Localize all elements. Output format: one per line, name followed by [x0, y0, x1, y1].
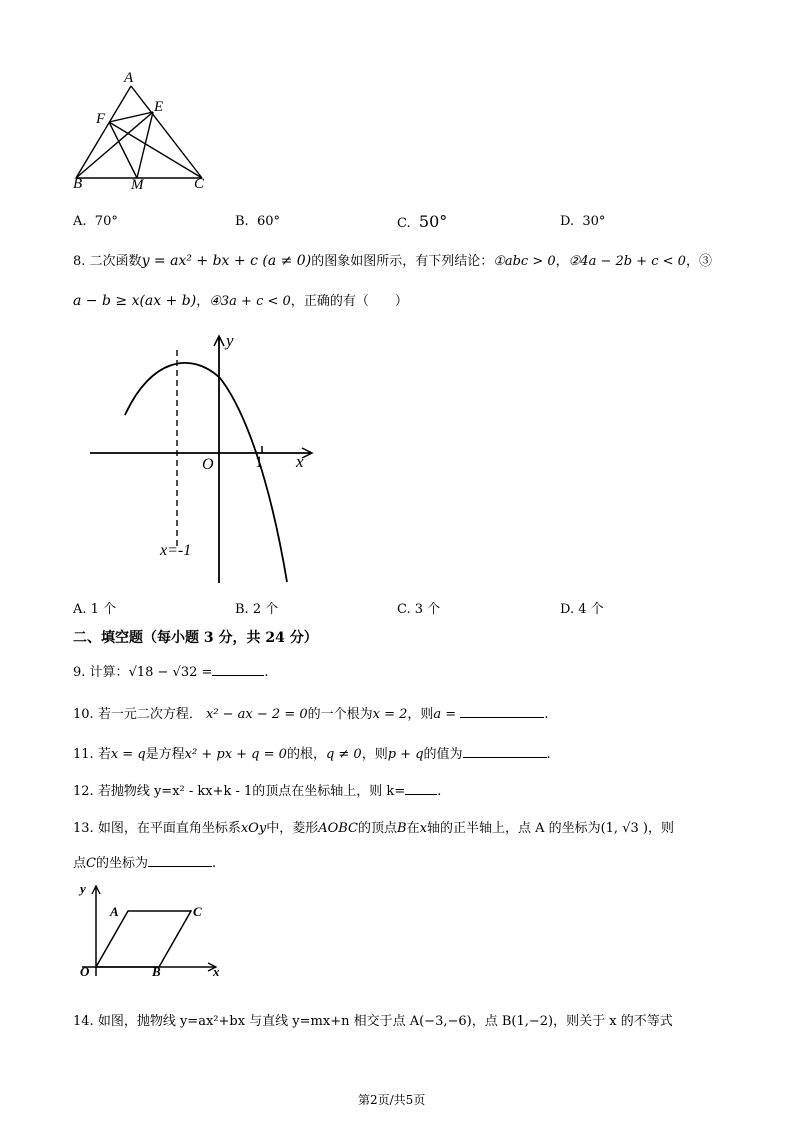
q8-line2: a − b ≥ x(ax + b)，④3a + c < 0，正确的有（ ） [73, 293, 408, 309]
q8-line1: 8. 二次函数y = ax² + bx + c (a ≠ 0)的图象如图所示，有下列结论：①abc > 0，②4a − 2b + c < 0，③ [73, 253, 712, 269]
q8-option-a[interactable]: A. 1 个 [73, 602, 117, 617]
graph-x-label: x [296, 452, 304, 471]
q12: 12. 若抛物线 y=x² - kx+k - 1的顶点在坐标轴上，则 k= . [73, 784, 442, 799]
triangle-figure [60, 68, 230, 198]
q8-option-c[interactable]: C. 3 个 [397, 602, 441, 617]
q11: 11. 若x = q是方程x² + px + q = 0的根，q ≠ 0，则p + q的值为 . [73, 747, 551, 762]
q9: 9. 计算：√18 − √32 = . [73, 665, 269, 680]
label-a: A [124, 70, 134, 86]
graph-y-label: y [226, 331, 234, 350]
graph-one-label: 1 [255, 454, 263, 471]
section-2-title: 二、填空题（每小题 3 分，共 24 分） [73, 630, 318, 646]
label-m: M [131, 177, 144, 193]
q14: 14. 如图，抛物线 y=ax²+bx 与直线 y=mx+n 相交于点 A(−3,−6)，点 B(1,−2)，则关于 x 的不等式 [73, 1014, 673, 1029]
q10-answer-blank[interactable] [460, 705, 544, 718]
rhombus-x-label: x [213, 964, 220, 979]
graph-origin-label: O [202, 456, 214, 473]
q11-answer-blank[interactable] [463, 745, 547, 758]
rhombus-a-label: A [110, 904, 119, 919]
q7-option-d[interactable]: D. 30° [560, 214, 606, 229]
q7-option-a[interactable]: A. 70° [73, 214, 118, 229]
rhombus-o-label: O [80, 964, 90, 979]
q10: 10. 若一元二次方程． x² − ax − 2 = 0的一个根为x = 2，则a = . [73, 707, 549, 722]
page-footer: 第2页/共5页 [358, 1093, 426, 1107]
q12-answer-blank[interactable] [405, 782, 437, 795]
q8-option-d[interactable]: D. 4 个 [560, 602, 604, 617]
rhombus-figure [76, 880, 226, 980]
parabola-graph [80, 330, 320, 590]
label-b: B [73, 176, 83, 192]
label-c: C [194, 176, 205, 192]
graph-axis-line-label: x=-1 [160, 542, 192, 559]
label-e: E [154, 99, 164, 115]
q7-option-b[interactable]: B. 60° [235, 214, 280, 229]
label-f: F [96, 111, 106, 127]
q13-line1: 13. 如图，在平面直角坐标系xOy中，菱形AOBC的顶点B在x轴的正半轴上，点 A 的坐标为(1, √3 )，则 [73, 821, 674, 836]
rhombus-y-label: y [80, 881, 86, 896]
q7-option-c[interactable]: C. 50° [397, 212, 448, 231]
q8-option-b[interactable]: B. 2 个 [235, 602, 279, 617]
q9-answer-blank[interactable] [212, 663, 264, 676]
q13-line2: 点C的坐标为 . [73, 856, 217, 871]
q13-answer-blank[interactable] [148, 854, 212, 867]
rhombus-c-label: C [193, 904, 202, 919]
rhombus-b-label: B [152, 964, 161, 979]
